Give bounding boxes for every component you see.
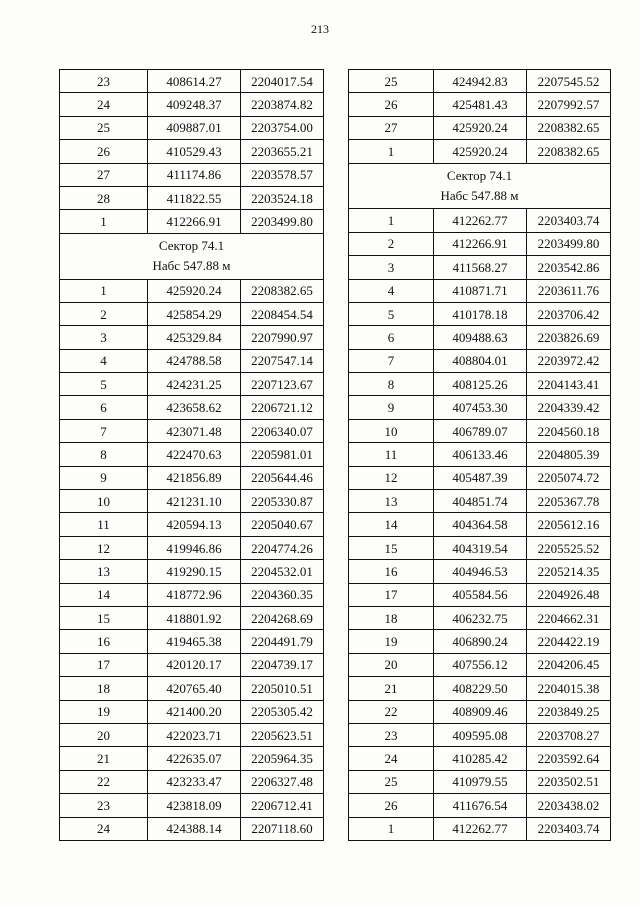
x-coordinate-cell: 405487.39	[434, 466, 527, 489]
x-coordinate-cell: 421231.10	[148, 490, 241, 513]
x-coordinate-cell: 412262.77	[434, 817, 527, 840]
point-number-cell: 17	[349, 583, 434, 606]
table-row	[349, 560, 611, 583]
y-coordinate-cell: 2207990.97	[241, 326, 324, 349]
table-row	[60, 443, 324, 466]
table-row	[349, 653, 611, 676]
point-number-cell: 10	[60, 490, 148, 513]
table-row	[349, 630, 611, 653]
x-coordinate-cell: 418801.92	[148, 607, 241, 630]
x-coordinate-cell: 410871.71	[434, 279, 527, 302]
point-number-cell: 17	[60, 653, 148, 676]
y-coordinate-cell: 2203754.00	[241, 116, 324, 139]
y-coordinate-cell: 2205330.87	[241, 490, 324, 513]
table-row	[349, 302, 611, 325]
x-coordinate-cell: 409887.01	[148, 116, 241, 139]
x-coordinate-cell: 423818.09	[148, 794, 241, 817]
x-coordinate-cell: 412262.77	[434, 209, 527, 232]
y-coordinate-cell: 2203578.57	[241, 163, 324, 186]
y-coordinate-cell: 2207547.14	[241, 349, 324, 372]
x-coordinate-cell: 419946.86	[148, 536, 241, 559]
point-number-cell: 15	[60, 607, 148, 630]
x-coordinate-cell: 419290.15	[148, 560, 241, 583]
y-coordinate-cell: 2206327.48	[241, 770, 324, 793]
y-coordinate-cell: 2205367.78	[527, 490, 611, 513]
x-coordinate-cell: 404319.54	[434, 536, 527, 559]
y-coordinate-cell: 2203524.18	[241, 186, 324, 209]
sector-height: Набс 547.88 м	[152, 258, 231, 274]
y-coordinate-cell: 2205040.67	[241, 513, 324, 536]
table-row	[349, 677, 611, 700]
point-number-cell: 9	[60, 466, 148, 489]
table-row	[349, 279, 611, 302]
x-coordinate-cell: 408909.46	[434, 700, 527, 723]
x-coordinate-cell: 409488.63	[434, 326, 527, 349]
point-number-cell: 18	[60, 677, 148, 700]
y-coordinate-cell: 2204774.26	[241, 536, 324, 559]
x-coordinate-cell: 409248.37	[148, 93, 241, 116]
x-coordinate-cell: 411822.55	[148, 186, 241, 209]
table-row	[60, 373, 324, 396]
table-row	[60, 302, 324, 325]
y-coordinate-cell: 2205964.35	[241, 747, 324, 770]
x-coordinate-cell: 406890.24	[434, 630, 527, 653]
point-number-cell: 18	[349, 607, 434, 630]
point-number-cell: 16	[60, 630, 148, 653]
y-coordinate-cell: 2204739.17	[241, 653, 324, 676]
y-coordinate-cell: 2204422.19	[527, 630, 611, 653]
point-number-cell: 1	[60, 210, 148, 233]
point-number-cell: 23	[60, 70, 148, 93]
y-coordinate-cell: 2207992.57	[527, 93, 611, 116]
y-coordinate-cell: 2206340.07	[241, 419, 324, 442]
x-coordinate-cell: 425481.43	[434, 93, 527, 116]
point-number-cell: 3	[60, 326, 148, 349]
point-number-cell: 24	[349, 747, 434, 770]
y-coordinate-cell: 2203826.69	[527, 326, 611, 349]
table-row	[60, 677, 324, 700]
point-number-cell: 19	[349, 630, 434, 653]
point-number-cell: 8	[349, 373, 434, 396]
point-number-cell: 2	[60, 302, 148, 325]
y-coordinate-cell: 2207123.67	[241, 373, 324, 396]
table-row	[349, 513, 611, 536]
point-number-cell: 21	[349, 677, 434, 700]
point-number-cell: 3	[349, 256, 434, 279]
point-number-cell: 10	[349, 419, 434, 442]
table-row	[349, 490, 611, 513]
coordinates-table-right	[348, 69, 611, 841]
point-number-cell: 11	[60, 513, 148, 536]
y-coordinate-cell: 2204143.41	[527, 373, 611, 396]
y-coordinate-cell: 2203706.42	[527, 302, 611, 325]
sector-header	[60, 233, 324, 279]
table-row	[60, 607, 324, 630]
page-number: 213	[311, 22, 329, 36]
table-row	[349, 349, 611, 372]
table-row	[349, 770, 611, 793]
table-row	[349, 326, 611, 349]
table-row	[60, 163, 324, 186]
point-number-cell: 14	[60, 583, 148, 606]
table-row	[349, 140, 611, 163]
table-row	[349, 396, 611, 419]
x-coordinate-cell: 406133.46	[434, 443, 527, 466]
point-number-cell: 20	[60, 723, 148, 746]
x-coordinate-cell: 404946.53	[434, 560, 527, 583]
y-coordinate-cell: 2203592.64	[527, 747, 611, 770]
point-number-cell: 22	[349, 700, 434, 723]
point-number-cell: 6	[349, 326, 434, 349]
point-number-cell: 13	[349, 490, 434, 513]
table-row	[60, 817, 324, 840]
x-coordinate-cell: 425920.24	[434, 140, 527, 163]
point-number-cell: 16	[349, 560, 434, 583]
x-coordinate-cell: 408229.50	[434, 677, 527, 700]
y-coordinate-cell: 2205623.51	[241, 723, 324, 746]
y-coordinate-cell: 2206721.12	[241, 396, 324, 419]
x-coordinate-cell: 418772.96	[148, 583, 241, 606]
table-row	[349, 373, 611, 396]
table-row	[60, 186, 324, 209]
x-coordinate-cell: 410529.43	[148, 140, 241, 163]
table-row	[349, 723, 611, 746]
point-number-cell: 12	[60, 536, 148, 559]
point-number-cell: 2	[349, 232, 434, 255]
point-number-cell: 23	[60, 794, 148, 817]
point-number-cell: 14	[349, 513, 434, 536]
y-coordinate-cell: 2207545.52	[527, 70, 611, 93]
table-row	[60, 653, 324, 676]
y-coordinate-cell: 2203972.42	[527, 349, 611, 372]
table-row	[349, 116, 611, 139]
y-coordinate-cell: 2203849.25	[527, 700, 611, 723]
x-coordinate-cell: 420765.40	[148, 677, 241, 700]
x-coordinate-cell: 424388.14	[148, 817, 241, 840]
point-number-cell: 19	[60, 700, 148, 723]
y-coordinate-cell: 2203611.76	[527, 279, 611, 302]
point-number-cell: 27	[349, 116, 434, 139]
point-number-cell: 23	[349, 723, 434, 746]
table-row	[60, 723, 324, 746]
y-coordinate-cell: 2203708.27	[527, 723, 611, 746]
point-number-cell: 4	[349, 279, 434, 302]
x-coordinate-cell: 421400.20	[148, 700, 241, 723]
point-number-cell: 5	[349, 302, 434, 325]
table-row	[60, 794, 324, 817]
table-row	[349, 232, 611, 255]
point-number-cell: 26	[60, 140, 148, 163]
y-coordinate-cell: 2204360.35	[241, 583, 324, 606]
y-coordinate-cell: 2205981.01	[241, 443, 324, 466]
point-number-cell: 12	[349, 466, 434, 489]
table-row	[60, 560, 324, 583]
y-coordinate-cell: 2204805.39	[527, 443, 611, 466]
table-row	[349, 817, 611, 840]
x-coordinate-cell: 406789.07	[434, 419, 527, 442]
y-coordinate-cell: 2203655.21	[241, 140, 324, 163]
x-coordinate-cell: 408804.01	[434, 349, 527, 372]
y-coordinate-cell: 2208382.65	[241, 279, 324, 302]
table-row	[349, 607, 611, 630]
y-coordinate-cell: 2204926.48	[527, 583, 611, 606]
y-coordinate-cell: 2205305.42	[241, 700, 324, 723]
y-coordinate-cell: 2204491.79	[241, 630, 324, 653]
sector-height: Набс 547.88 м	[440, 187, 519, 203]
x-coordinate-cell: 412266.91	[148, 210, 241, 233]
point-number-cell: 28	[60, 186, 148, 209]
y-coordinate-cell: 2204017.54	[241, 70, 324, 93]
x-coordinate-cell: 425920.24	[434, 116, 527, 139]
table-row	[60, 536, 324, 559]
table-row	[349, 794, 611, 817]
table-row	[60, 116, 324, 139]
x-coordinate-cell: 420120.17	[148, 653, 241, 676]
x-coordinate-cell: 406232.75	[434, 607, 527, 630]
point-number-cell: 13	[60, 560, 148, 583]
table-row	[60, 210, 324, 233]
table-row	[60, 583, 324, 606]
table-row	[60, 490, 324, 513]
x-coordinate-cell: 410285.42	[434, 747, 527, 770]
table-row	[349, 70, 611, 93]
point-number-cell: 1	[349, 140, 434, 163]
sector-header	[349, 163, 611, 209]
y-coordinate-cell: 2205612.16	[527, 513, 611, 536]
x-coordinate-cell: 411568.27	[434, 256, 527, 279]
sector-header-row	[60, 233, 324, 279]
sector-title: Сектор 74.1	[158, 238, 225, 254]
x-coordinate-cell: 410979.55	[434, 770, 527, 793]
x-coordinate-cell: 408614.27	[148, 70, 241, 93]
x-coordinate-cell: 409595.08	[434, 723, 527, 746]
table-row	[349, 583, 611, 606]
x-coordinate-cell: 425920.24	[148, 279, 241, 302]
y-coordinate-cell: 2203542.86	[527, 256, 611, 279]
y-coordinate-cell: 2203499.80	[241, 210, 324, 233]
table-row	[349, 700, 611, 723]
sector-title: Сектор 74.1	[446, 167, 513, 183]
point-number-cell: 26	[349, 794, 434, 817]
point-number-cell: 24	[60, 817, 148, 840]
point-number-cell: 1	[349, 209, 434, 232]
point-number-cell: 24	[60, 93, 148, 116]
point-number-cell: 11	[349, 443, 434, 466]
table-row	[60, 419, 324, 442]
x-coordinate-cell: 412266.91	[434, 232, 527, 255]
y-coordinate-cell: 2204532.01	[241, 560, 324, 583]
sector-header-row	[349, 163, 611, 209]
x-coordinate-cell: 419465.38	[148, 630, 241, 653]
y-coordinate-cell: 2204339.42	[527, 396, 611, 419]
x-coordinate-cell: 408125.26	[434, 373, 527, 396]
x-coordinate-cell: 422023.71	[148, 723, 241, 746]
x-coordinate-cell: 424231.25	[148, 373, 241, 396]
table-row	[349, 209, 611, 232]
point-number-cell: 22	[60, 770, 148, 793]
x-coordinate-cell: 405584.56	[434, 583, 527, 606]
point-number-cell: 21	[60, 747, 148, 770]
x-coordinate-cell: 424942.83	[434, 70, 527, 93]
x-coordinate-cell: 425854.29	[148, 302, 241, 325]
x-coordinate-cell: 410178.18	[434, 302, 527, 325]
x-coordinate-cell: 421856.89	[148, 466, 241, 489]
point-number-cell: 27	[60, 163, 148, 186]
point-number-cell: 1	[60, 279, 148, 302]
y-coordinate-cell: 2203502.51	[527, 770, 611, 793]
y-coordinate-cell: 2205525.52	[527, 536, 611, 559]
x-coordinate-cell: 404851.74	[434, 490, 527, 513]
y-coordinate-cell: 2208454.54	[241, 302, 324, 325]
table-row	[60, 70, 324, 93]
x-coordinate-cell: 424788.58	[148, 349, 241, 372]
y-coordinate-cell: 2204206.45	[527, 653, 611, 676]
table-row	[60, 630, 324, 653]
table-row	[349, 93, 611, 116]
point-number-cell: 15	[349, 536, 434, 559]
x-coordinate-cell: 407556.12	[434, 653, 527, 676]
y-coordinate-cell: 2206712.41	[241, 794, 324, 817]
point-number-cell: 25	[349, 70, 434, 93]
table-row	[60, 396, 324, 419]
point-number-cell: 4	[60, 349, 148, 372]
y-coordinate-cell: 2204560.18	[527, 419, 611, 442]
x-coordinate-cell: 423658.62	[148, 396, 241, 419]
x-coordinate-cell: 420594.13	[148, 513, 241, 536]
point-number-cell: 20	[349, 653, 434, 676]
table-row	[60, 93, 324, 116]
table-row	[349, 536, 611, 559]
table-row	[60, 466, 324, 489]
x-coordinate-cell: 422635.07	[148, 747, 241, 770]
x-coordinate-cell: 404364.58	[434, 513, 527, 536]
point-number-cell: 25	[349, 770, 434, 793]
table-row	[60, 700, 324, 723]
table-row	[60, 747, 324, 770]
table-row	[349, 256, 611, 279]
x-coordinate-cell: 423233.47	[148, 770, 241, 793]
point-number-cell: 8	[60, 443, 148, 466]
y-coordinate-cell: 2203499.80	[527, 232, 611, 255]
point-number-cell: 5	[60, 373, 148, 396]
coordinates-table-left	[59, 69, 324, 841]
y-coordinate-cell: 2205214.35	[527, 560, 611, 583]
table-row	[60, 513, 324, 536]
x-coordinate-cell: 425329.84	[148, 326, 241, 349]
y-coordinate-cell: 2204268.69	[241, 607, 324, 630]
x-coordinate-cell: 423071.48	[148, 419, 241, 442]
table-row	[60, 326, 324, 349]
y-coordinate-cell: 2208382.65	[527, 116, 611, 139]
y-coordinate-cell: 2208382.65	[527, 140, 611, 163]
table-row	[349, 747, 611, 770]
y-coordinate-cell: 2205644.46	[241, 466, 324, 489]
y-coordinate-cell: 2205074.72	[527, 466, 611, 489]
x-coordinate-cell: 422470.63	[148, 443, 241, 466]
x-coordinate-cell: 407453.30	[434, 396, 527, 419]
table-row	[349, 443, 611, 466]
table-row	[60, 279, 324, 302]
point-number-cell: 25	[60, 116, 148, 139]
point-number-cell: 7	[60, 419, 148, 442]
x-coordinate-cell: 411174.86	[148, 163, 241, 186]
table-row	[349, 466, 611, 489]
x-coordinate-cell: 411676.54	[434, 794, 527, 817]
table-row	[349, 419, 611, 442]
y-coordinate-cell: 2204015.38	[527, 677, 611, 700]
y-coordinate-cell: 2203403.74	[527, 817, 611, 840]
point-number-cell: 6	[60, 396, 148, 419]
y-coordinate-cell: 2203874.82	[241, 93, 324, 116]
y-coordinate-cell: 2205010.51	[241, 677, 324, 700]
point-number-cell: 1	[349, 817, 434, 840]
table-row	[60, 349, 324, 372]
y-coordinate-cell: 2207118.60	[241, 817, 324, 840]
point-number-cell: 9	[349, 396, 434, 419]
table-row	[60, 770, 324, 793]
table-row	[60, 140, 324, 163]
y-coordinate-cell: 2204662.31	[527, 607, 611, 630]
point-number-cell: 7	[349, 349, 434, 372]
point-number-cell: 26	[349, 93, 434, 116]
y-coordinate-cell: 2203438.02	[527, 794, 611, 817]
y-coordinate-cell: 2203403.74	[527, 209, 611, 232]
